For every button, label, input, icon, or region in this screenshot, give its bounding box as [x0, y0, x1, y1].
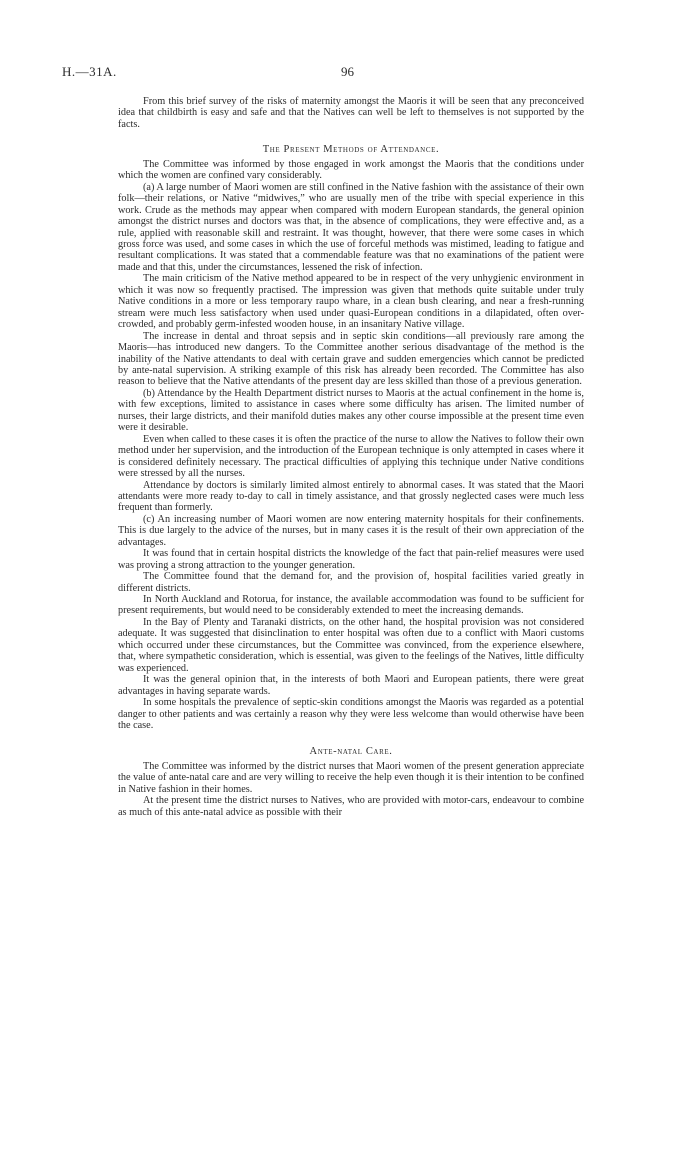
- section-heading-present-methods: The Present Methods of Attendance.: [262, 144, 440, 156]
- paragraph: In some hospitals the prevalence of septic-skin conditions amongst the Maoris was regarded as a potential danger to other patients and was certainly a reason why they were less welcome than would otherwise have been the case.: [118, 697, 584, 732]
- intro-paragraph: From this brief survey of the risks of maternity amongst the Maoris it will be seen that any preconceived idea that childbirth is easy and safe and that the Natives can well be left to themselves is not supported by the facts.: [118, 96, 584, 130]
- paragraph: The Committee found that the demand for, and the provision of, hospital facilities varied greatly in different districts.: [118, 571, 584, 594]
- paragraph: It was the general opinion that, in the interests of both Maori and European patients, there were great advantages in having separate wards.: [118, 674, 584, 697]
- paragraph: The increase in dental and throat sepsis and in septic skin conditions—all previously rare among the Maoris—has introduced new dangers. To the Committee another serious disadvantage of the method is the inability of the Native attendants to deal with certain grave and sudden emergencies which cannot be predicted by ante-natal supervision. A striking example of this risk has already been recorded. The Committee has also reason to believe that the Native attendants of the present day are less skilled than those of a previous generation.: [118, 330, 584, 388]
- document-body: [118, 96, 584, 818]
- paragraph: The Committee was informed by the district nurses that Maori women of the present generation appreciate the value of ante-natal care and are very willing to receive the help even though it is their intention to be confined in Native fashion in their homes.: [118, 760, 584, 795]
- paragraph: (a) A large number of Maori women are still confined in the Native fashion with the assistance of their own folk—their relations, or Native “midwives,” who are usually men of the tribe with special experience in this work. Crude as the methods may appear when compared with modern European standards, the general opinion amongst the district nurses and doctors was that, in the absence of complications, they were effective and, as a rule, applied with reasonable skill and restraint. It was thought, however, that there were some cases in which gross force was used, and some cases in which the use of forceful methods was mistimed, leading to fatigue and resultant complications. It was stated that a commendable feature was that no examinations of the patient were made and that this, under the circumstances, lessened the risk of infection.: [118, 181, 584, 273]
- paragraph: Even when called to these cases it is often the practice of the nurse to allow the Natives to follow their own method under her supervision, and the introduction of the European technique is only attempted in cases where it is considered definitely necessary. The practical difficulties of applying this technique under Native conditions were stressed by all the nurses.: [118, 433, 584, 480]
- document-reference: H.—31A.: [62, 64, 117, 79]
- paragraph: In North Auckland and Rotorua, for instance, the available accommodation was found to be sufficient for present requirements, but would need to be considerably extended to meet the increasing demands.: [118, 594, 584, 617]
- section-heading-ante-natal-care: Ante-natal Care.: [309, 746, 393, 758]
- paragraph: Attendance by doctors is similarly limited almost entirely to abnormal cases. It was stated that the Maori attendants were more ready to-day to call in timely assistance, and that grossly neglected cases were much less frequent than formerly.: [118, 479, 584, 514]
- paragraph: (c) An increasing number of Maori women are now entering maternity hospitals for their confinements. This is due largely to the advice of the nurses, but in many cases it is the result of their own appreciation of the advantages.: [118, 513, 584, 548]
- paragraph: The Committee was informed by those engaged in work amongst the Maoris that the conditions under which the women are confined vary considerably.: [118, 158, 584, 182]
- paragraph: At the present time the district nurses to Natives, who are provided with motor-cars, endeavour to combine as much of this ante-natal advice as possible with their: [118, 795, 584, 818]
- page-header: [0, 64, 700, 80]
- page-number: 96: [341, 64, 354, 79]
- paragraph: In the Bay of Plenty and Taranaki districts, on the other hand, the hospital provision was not considered adequate. It was suggested that disinclination to enter hospital was often due to a conflict with Maori customs which occurred under these circumstances, but the Committee was convinced, from the experience elsewhere, that, where sympathetic consideration, which is essential, was given to the feelings of the Natives, little difficulty was experienced.: [118, 616, 584, 674]
- paragraph: (b) Attendance by the Health Department district nurses to Maoris at the actual confinement in the home is, with few exceptions, limited to assistance in cases where some difficulty has arisen. The limited number of nurses, their large districts, and their manifold duties makes any other course impossible at the present time even were it desirable.: [118, 387, 584, 434]
- paragraph: The main criticism of the Native method appeared to be in respect of the very unhygienic environment in which it was now so frequently practised. The impression was given that methods quite suitable under truly Native conditions in a more or less temporary raupo whare, in a clean bush clearing, and near a fresh-running stream were much less satisfactory when used under quasi-European conditions in a dilapidated, often over-crowded, and probably germ-infested wooden house, in an insanitary Native village.: [118, 273, 584, 331]
- paragraph: It was found that in certain hospital districts the knowledge of the fact that pain-relief measures were used was proving a strong attraction to the younger generation.: [118, 548, 584, 571]
